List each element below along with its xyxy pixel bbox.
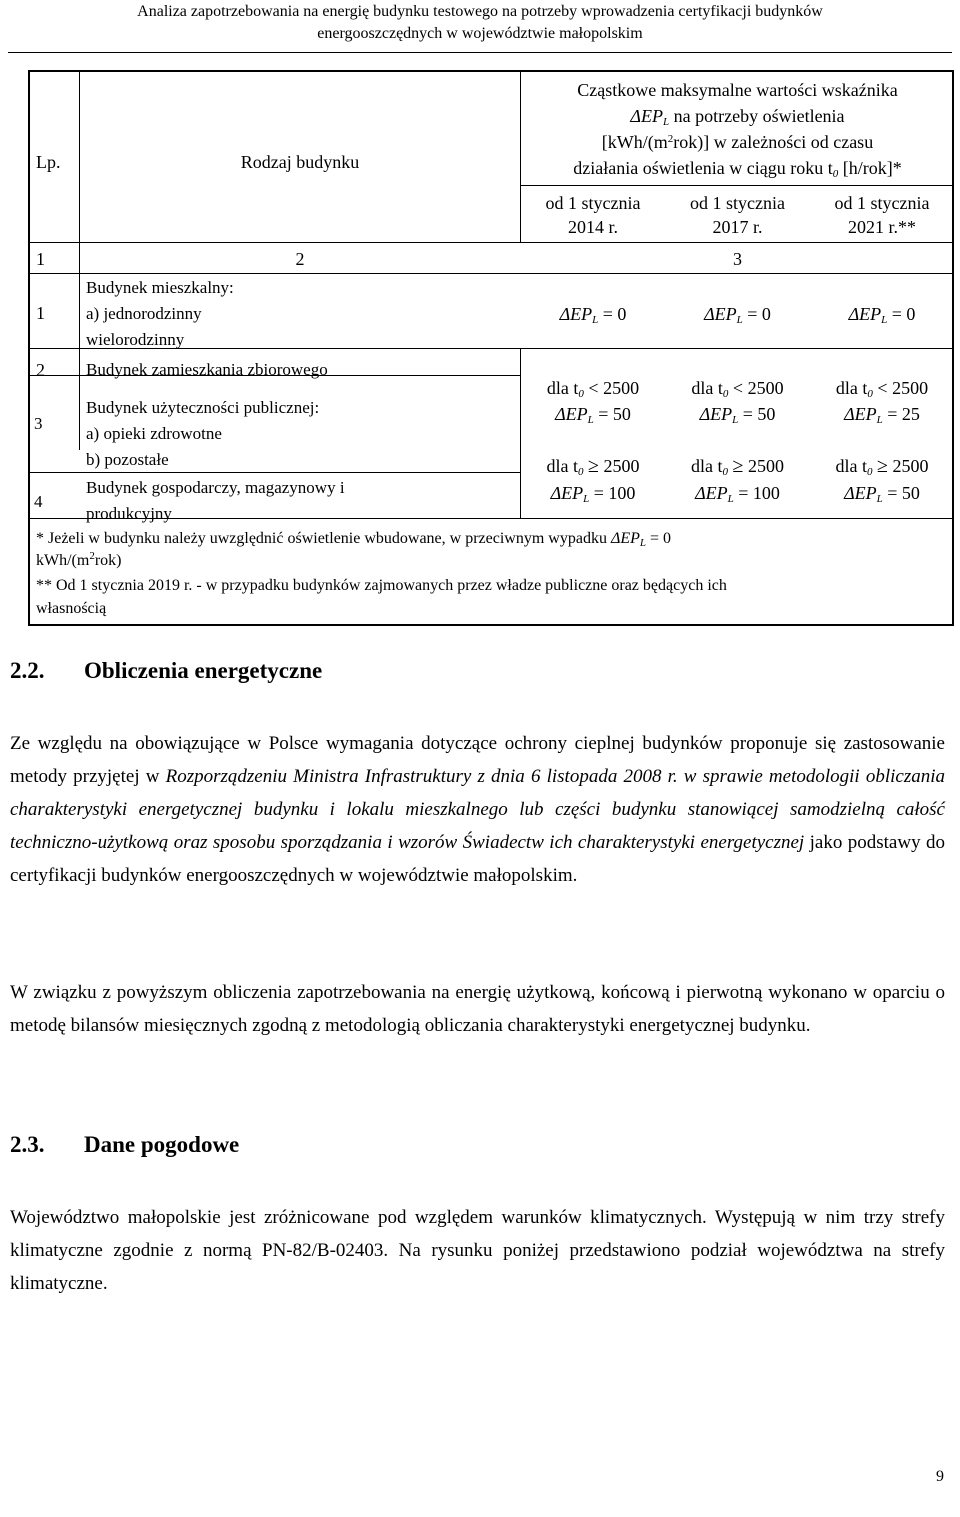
num-col-3: 3 [733, 249, 742, 269]
paragraph-calculations: W związku z powyższym obliczenia zapotrzebowania na energię użytkową, końcową i pierwotną wykonano w oparciu o metodę bilansów miesięcznych zgodną z metodologią obliczania charakterystyki energetycznej budynku. [10, 982, 945, 1036]
row3-line2: a) opieki zdrowotne [86, 424, 222, 443]
cond-low-t-2014: dla $t_0 < 2500$ [546, 378, 640, 400]
row1-value-2021: $\Delta EP_L = 0$ [848, 304, 916, 326]
header-line-2: energooszczędnych w województwie małopolskim [317, 25, 643, 42]
cond-high-value-2021: $\Delta EP_L = 50$ [844, 483, 920, 505]
cond-low-value-2021: $\Delta EP_L = 25$ [844, 404, 920, 426]
line-h-subheader [520, 185, 954, 186]
cond-high-t-2014: dla $t_0 \ge 2500$ [546, 455, 640, 478]
col-header-rodzaj: Rodzaj budynku [240, 152, 360, 172]
line-h-header [30, 242, 954, 243]
line-h-numbering [30, 273, 954, 274]
cond-high-value-2014: $\Delta EP_L = 100$ [550, 483, 636, 505]
col-header-values-line4: działania oświetlenia w ciągu roku $t_0$ [h/rok]* [573, 158, 902, 180]
footnote-1-line2: kWh/$(m^2rok)$ [36, 550, 122, 569]
row1-line2: a) jednorodzinny [86, 304, 202, 323]
line-h-row3 [30, 472, 520, 473]
row3-line3: b) pozostałe [86, 450, 169, 469]
cond-low-t-2021: dla $t_0 < 2500$ [835, 378, 929, 400]
header-line-1: Analiza zapotrzebowania na energię budynku testowego na potrzeby wprowadzenia certyfikacji budynków [137, 3, 823, 20]
cond-high-value-2017: $\Delta EP_L = 100$ [695, 483, 780, 505]
row2-lp: 2 [36, 360, 45, 380]
row1-value-2017: $\Delta EP_L = 0$ [704, 304, 771, 326]
cond-high-t-2021: dla $t_0 \ge 2500$ [835, 455, 929, 478]
paragraph-weather: Województwo małopolskie jest zróżnicowane pod względem warunków klimatycznych. Występują w nim trzy strefy klimatyczne zgodnie z normą PN-82/B-02403. Na rysunku poniżej przedstawiono podział województwa na strefy klimatyczne. [10, 1207, 945, 1294]
cond-low-value-2017: $\Delta EP_L = 50$ [699, 404, 776, 426]
section-heading-2-3: 2.3. Dane pogodowe [10, 1132, 240, 1157]
col-header-values-line3: $[kWh/(m^2rok)]$ w zależności od czasu [601, 132, 874, 152]
row1-value-2014: $\Delta EP_L = 0$ [559, 304, 627, 326]
date-2014: od 1 stycznia 2014 r. [545, 193, 641, 237]
row1-line1: Budynek mieszkalny: [86, 278, 234, 297]
footnote-2-line2: własnością [36, 600, 107, 617]
row4-lp: 4 [34, 492, 43, 511]
lighting-indicator-table [28, 70, 954, 626]
row3-line1: Budynek użyteczności publicznej: [86, 398, 320, 417]
num-col-1: 1 [36, 249, 45, 269]
cond-high-t-2017: dla $t_0 \ge 2500$ [691, 455, 784, 478]
row4-line1: Budynek gospodarczy, magazynowy i [86, 478, 345, 497]
col-header-values-line1: Cząstkowe maksymalne wartości wskaźnika [577, 80, 898, 100]
running-header [0, 0, 960, 45]
paragraph-methodology: Ze względu na obowiązujące w Polsce wymagania dotyczące ochrony cieplnej budynków proponuje się zastosowanie metody przyjętej w Rozporządzeniu Ministra Infrastruktury z dnia 6 listopada 2008 r. w sprawie metodologii obliczania charakterystyki energetycznej budynku i lokalu mieszkalnego lub części budynku stanowiącej samodzielną całość techniczno-użytkową oraz sposobu sporządzania i wzorów Świadectw ich charakterystyki energetycznej jako podstawy do certyfikacji budynków energooszczędnych w województwie małopolskim. [10, 733, 945, 886]
row3-lp: 3 [34, 414, 43, 433]
row1-line3: wielorodzinny [86, 330, 185, 349]
header-rule [8, 52, 952, 53]
page-number: 9 [936, 1468, 944, 1485]
footnote-1-line1: * Jeżeli w budynku należy uwzględnić oświetlenie wbudowane, w przeciwnym wypadku $\Delta EP_L = 0$ [36, 530, 672, 549]
row4-line2: produkcyjny [86, 504, 172, 523]
num-col-2: 2 [295, 249, 305, 269]
row1-lp: 1 [36, 303, 45, 323]
cond-low-value-2014: $\Delta EP_L = 50$ [555, 404, 631, 426]
section-heading-2-2: 2.2. Obliczenia energetyczne [10, 658, 323, 683]
date-2017: od 1 stycznia 2017 r. [690, 193, 785, 237]
col-header-values-line2: $\Delta EP_L$ na potrzeby oświetlenia [630, 106, 845, 128]
footnote-2-line1: ** Od 1 stycznia 2019 r. - w przypadku budynków zajmowanych przez władze publiczne oraz będących ich [36, 577, 727, 594]
date-2021: od 1 stycznia 2021 r.** [834, 193, 930, 237]
col-header-lp: Lp. [36, 152, 61, 172]
cond-low-t-2017: dla $t_0 < 2500$ [691, 378, 784, 400]
row2-text: Budynek zamieszkania zbiorowego [86, 360, 328, 379]
